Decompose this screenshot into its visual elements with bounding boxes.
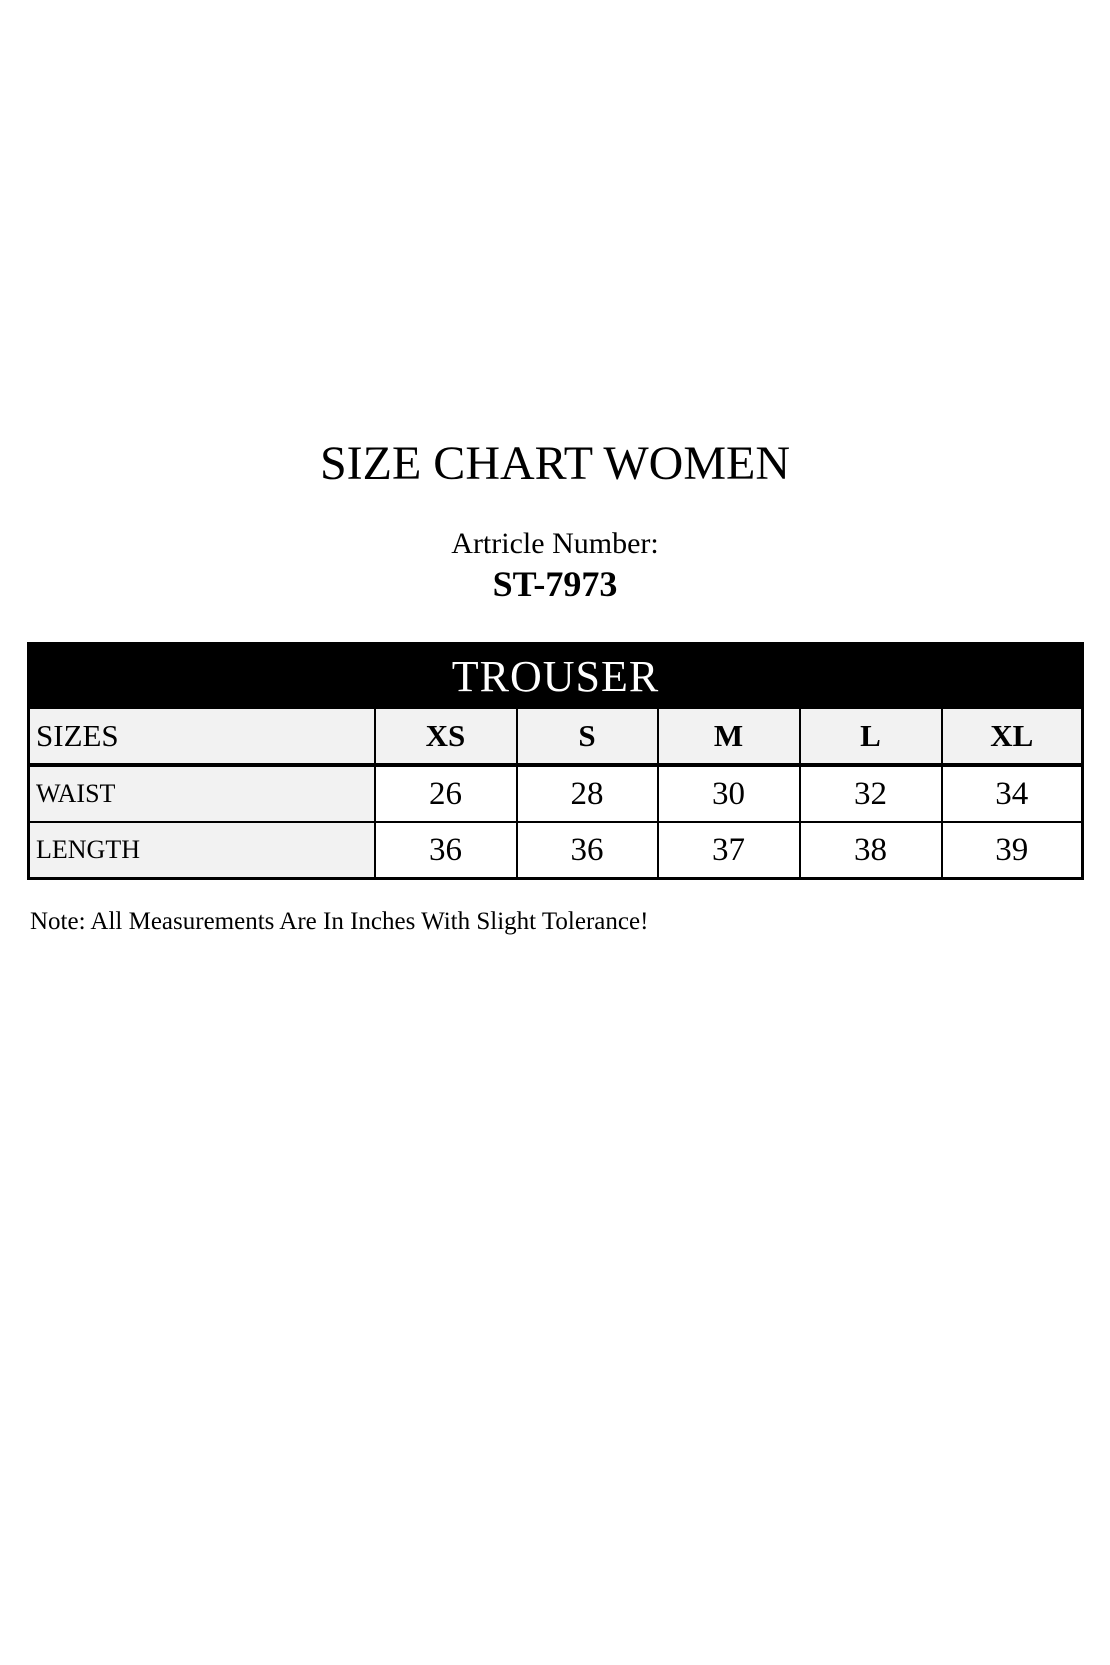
row-label-waist: WAIST xyxy=(29,765,375,822)
article-number-label: Artricle Number: xyxy=(451,527,659,560)
length-value-m: 37 xyxy=(658,822,800,879)
column-header-xl: XL xyxy=(942,708,1083,765)
table-title-band xyxy=(29,644,1083,709)
size-chart-table xyxy=(27,642,1084,880)
waist-value-s: 28 xyxy=(517,765,658,822)
article-number-value: ST-7973 xyxy=(492,564,618,604)
page-title: SIZE CHART WOMEN xyxy=(319,437,790,490)
row-label-length: LENGTH xyxy=(29,822,375,879)
table-title: TROUSER xyxy=(451,651,660,701)
waist-value-m: 30 xyxy=(658,765,800,822)
table-title-row xyxy=(29,644,1083,709)
length-value-xl: 39 xyxy=(942,822,1083,879)
column-header-sizes: SIZES xyxy=(29,708,375,765)
length-value-xs: 36 xyxy=(375,822,517,879)
table-row-length xyxy=(29,822,1083,879)
column-header-xs: XS xyxy=(375,708,517,765)
waist-value-xs: 26 xyxy=(375,765,517,822)
column-header-l: L xyxy=(800,708,942,765)
waist-value-l: 32 xyxy=(800,765,942,822)
length-value-l: 38 xyxy=(800,822,942,879)
column-header-m: M xyxy=(658,708,800,765)
waist-value-xl: 34 xyxy=(942,765,1083,822)
note-text: Note: All Measurements Are In Inches With Slight Tolerance! xyxy=(30,908,649,935)
column-header-s: S xyxy=(517,708,658,765)
column-header-row xyxy=(29,708,1083,765)
table-row-waist xyxy=(29,765,1083,822)
length-value-s: 36 xyxy=(517,822,658,879)
